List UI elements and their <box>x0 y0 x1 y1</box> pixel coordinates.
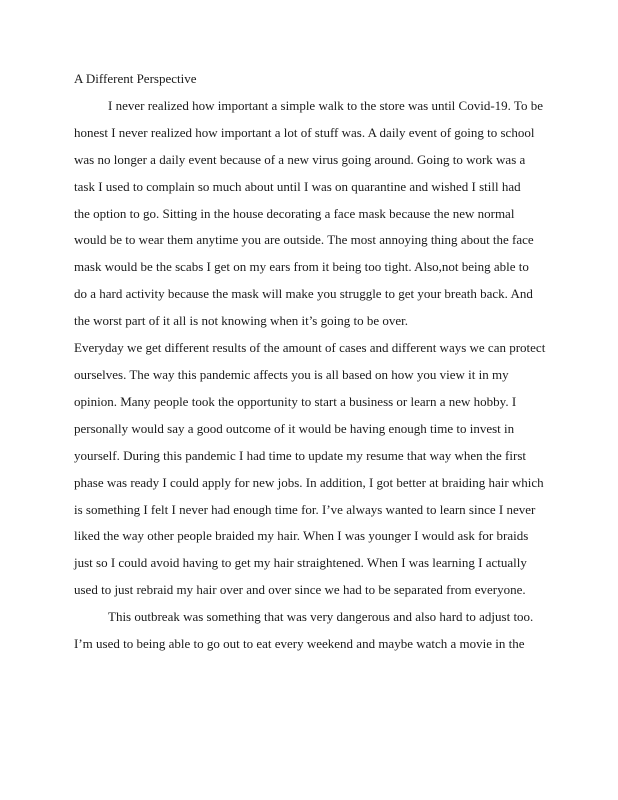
essay-title: A Different Perspective <box>74 71 197 86</box>
paragraph-3 <box>74 604 554 658</box>
paragraph-line: opinion. Many people took the opportunity to start a business or learn a new hobby. I <box>74 393 517 409</box>
paragraph-line: yourself. During this pandemic I had time to update my resume that way when the first <box>74 447 526 463</box>
paragraph-line: the worst part of it all is not knowing when it’s going to be over. <box>74 313 408 329</box>
paragraph-line: just so I could avoid having to get my hair straightened. When I was learning I actually <box>74 555 527 571</box>
paragraph-line: honest I never realized how important a lot of stuff was. A daily event of going to school <box>74 124 535 140</box>
paragraph-line: is something I felt I never had enough time for. I’ve always wanted to learn since I never <box>74 501 536 517</box>
paragraph-line: Everyday we get different results of the amount of cases and different ways we can protect <box>74 340 546 356</box>
paragraph-2 <box>74 335 554 604</box>
paragraph-line: phase was ready I could apply for new jobs. In addition, I got better at braiding hair which <box>74 474 544 490</box>
paragraph-line: was no longer a daily event because of a new virus going around. Going to work was a <box>74 151 526 167</box>
paragraph-line: task I used to complain so much about until I was on quarantine and wished I still had <box>74 178 521 194</box>
paragraph-1 <box>74 93 554 335</box>
paragraph-line: personally would say a good outcome of it would be having enough time to invest in <box>74 420 515 436</box>
paragraph-line: the option to go. Sitting in the house decorating a face mask because the new normal <box>74 205 515 221</box>
paragraph-line: mask would be the scabs I get on my ears from it being too tight. Also,not being able to <box>74 259 529 275</box>
paragraph-line: I never realized how important a simple walk to the store was until Covid-19. To be <box>108 97 543 113</box>
essay-body <box>74 66 554 658</box>
paragraph-line: This outbreak was something that was very dangerous and also hard to adjust too. <box>108 609 534 625</box>
paragraph-line: I’m used to being able to go out to eat every weekend and maybe watch a movie in the <box>74 636 525 652</box>
paragraph-line: used to just rebraid my hair over and over since we had to be separated from everyone. <box>74 582 526 598</box>
paragraph-line: would be to wear them anytime you are outside. The most annoying thing about the face <box>74 232 534 248</box>
paragraph-line: liked the way other people braided my hair. When I was younger I would ask for braids <box>74 528 529 544</box>
paragraph-line: ourselves. The way this pandemic affects you is all based on how you view it in my <box>74 366 509 382</box>
paragraph-line: do a hard activity because the mask will make you struggle to get your breath back. And <box>74 286 533 302</box>
